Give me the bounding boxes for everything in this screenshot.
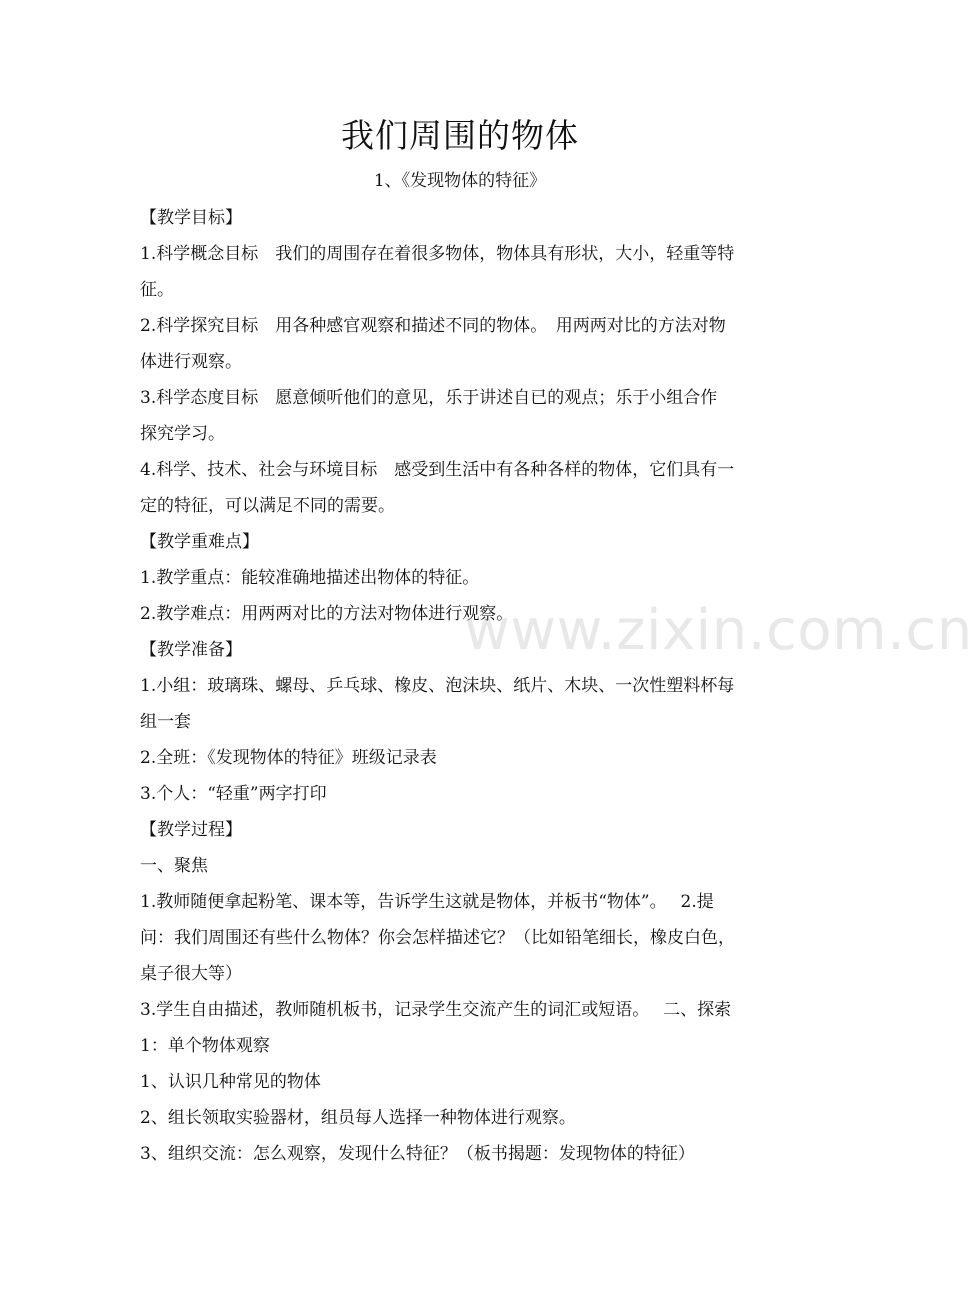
body-line: 3.科学态度目标 愿意倾听他们的意见，乐于讲述自已的观点；乐于小组合作 — [140, 388, 718, 408]
section-heading-key-points: 【教学重难点】 — [140, 532, 259, 552]
body-line: 体进行观察。 — [140, 352, 242, 372]
body-line: 2.全班：《发现物体的特征》班级记录表 — [140, 748, 437, 768]
body-line: 定的特征，可以满足不同的需要。 — [140, 496, 395, 516]
section-heading-objectives: 【教学目标】 — [140, 208, 242, 228]
body-line: 2、组长领取实验器材，组员每人选择一种物体进行观察。 — [140, 1108, 576, 1128]
body-line: 组一套 — [140, 712, 191, 732]
document-title: 我们周围的物体 — [341, 116, 579, 155]
body-line: 3.学生自由描述，教师随机板书，记录学生交流产生的词汇或短语。 二、探索 — [140, 1000, 732, 1020]
body-line: 征。 — [140, 280, 174, 300]
body-line: 1、认识几种常见的物体 — [140, 1072, 321, 1092]
body-line: 3、组织交流：怎么观察，发现什么特征？（板书揭题：发现物体的特征） — [140, 1144, 695, 1164]
body-line: 1：单个物体观察 — [140, 1036, 270, 1056]
body-line: 2.教学难点：用两两对比的方法对物体进行观察。 — [140, 604, 514, 624]
body-line: 1.教师随便拿起粉笔、课本等，告诉学生这就是物体，并板书“物体”。 2.提 — [140, 892, 714, 912]
document-body — [140, 200, 790, 1172]
section-heading-process: 【教学过程】 — [140, 820, 242, 840]
body-line: 1.小组：玻璃珠、螺母、乒乓球、橡皮、泡沫块、纸片、木块、一次性塑料杯每 — [140, 676, 735, 696]
body-line: 1.教学重点：能较准确地描述出物体的特征。 — [140, 568, 480, 588]
body-line: 4.科学、技术、社会与环境目标 感受到生活中有各种各样的物体，它们具有一 — [140, 460, 735, 480]
watermark: www.zixin.com.cn — [464, 598, 973, 663]
body-line: 桌子很大等） — [140, 964, 242, 984]
body-line: 1.科学概念目标 我们的周围存在着很多物体，物体具有形状，大小，轻重等特 — [140, 244, 735, 264]
body-line: 探究学习。 — [140, 424, 225, 444]
body-line: 3.个人：“轻重”两字打印 — [140, 784, 327, 804]
document-subtitle: 1、《发现物体的特征》 — [373, 171, 547, 191]
section-heading-preparation: 【教学准备】 — [140, 640, 242, 660]
body-line: 问：我们周围还有些什么物体？你会怎样描述它？（比如铅笔细长，橡皮白色， — [140, 928, 735, 948]
body-line: 一、聚焦 — [140, 856, 208, 876]
body-line: 2.科学探究目标 用各种感官观察和描述不同的物体。 用两两对比的方法对物 — [140, 316, 726, 336]
